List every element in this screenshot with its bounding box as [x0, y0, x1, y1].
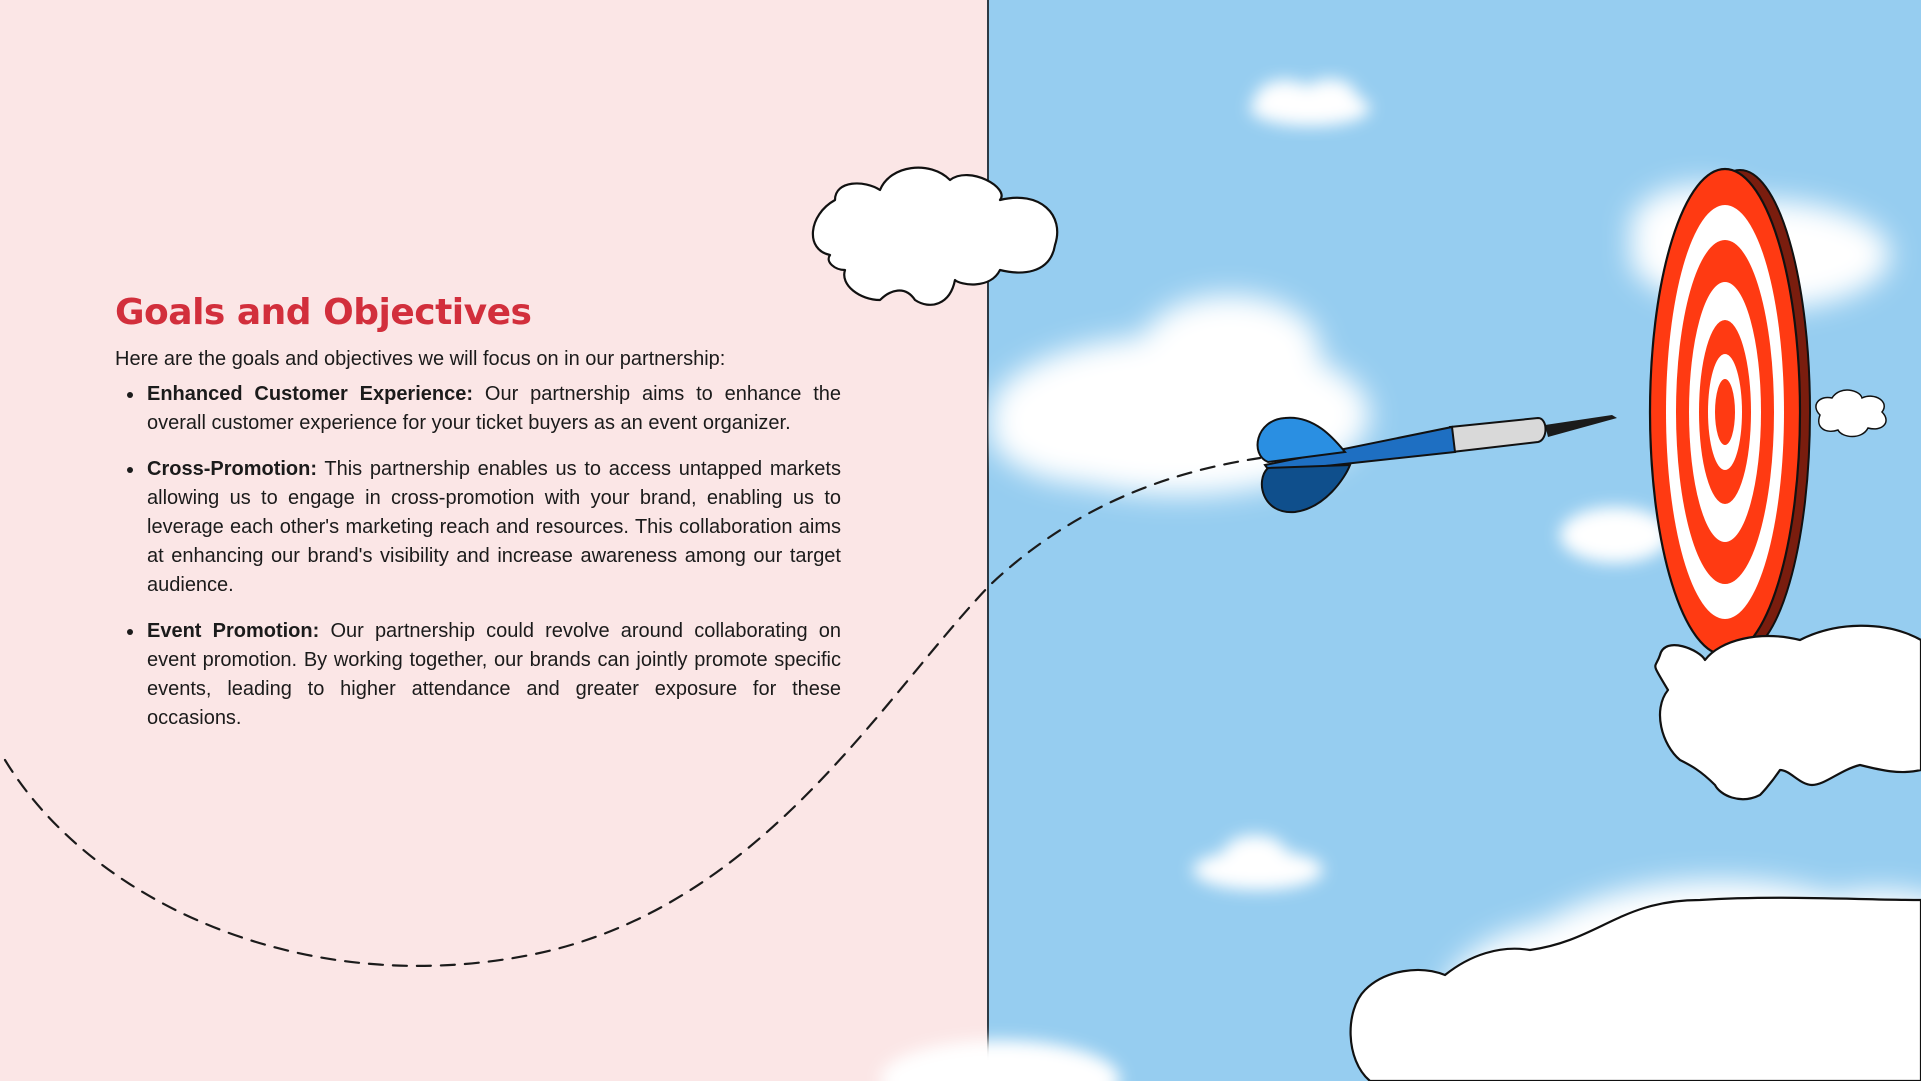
page-title: Goals and Objectives [115, 292, 532, 333]
list-item [147, 617, 841, 733]
cloud-icon [813, 168, 1057, 305]
dart-icon [1258, 415, 1617, 512]
bullet-term: Event Promotion: [147, 620, 320, 642]
goals-content [115, 292, 841, 750]
cloud-icon [1250, 79, 1370, 126]
cloud-icon [880, 1040, 1120, 1081]
cloud-icon [1351, 898, 1921, 1081]
intro-text: Here are the goals and objectives we will focus on in our partnership: [115, 348, 726, 370]
target-icon [1650, 169, 1810, 655]
objectives-list [115, 380, 841, 733]
cloud-icon [1193, 835, 1323, 890]
bullet-text: Our partnership aims to enhance the overall customer experience for your ticket buyers as an event organizer. [147, 383, 841, 434]
bullet-term: Enhanced Customer Experience: [147, 383, 474, 405]
bullet-term: Cross-Promotion: [147, 458, 317, 480]
list-item [147, 380, 841, 438]
cloud-icon [1816, 390, 1886, 436]
cloud-icon [1655, 626, 1921, 799]
bullet-text: Our partnership could revolve around collaborating on event promotion. By working together, our brands can jointly promote specific events, leading to higher attendance and greater exposure for these occasions. [147, 620, 842, 729]
bullet-text: This partnership enables us to access untapped markets allowing us to engage in cross-promotion with your brand, enabling us to leverage each other's marketing reach and resources. This collaboration aims at enhancing our brand's visibility and increase awareness among our target audience. [147, 458, 841, 596]
cloud-icon [1560, 507, 1670, 563]
list-item [147, 455, 841, 600]
